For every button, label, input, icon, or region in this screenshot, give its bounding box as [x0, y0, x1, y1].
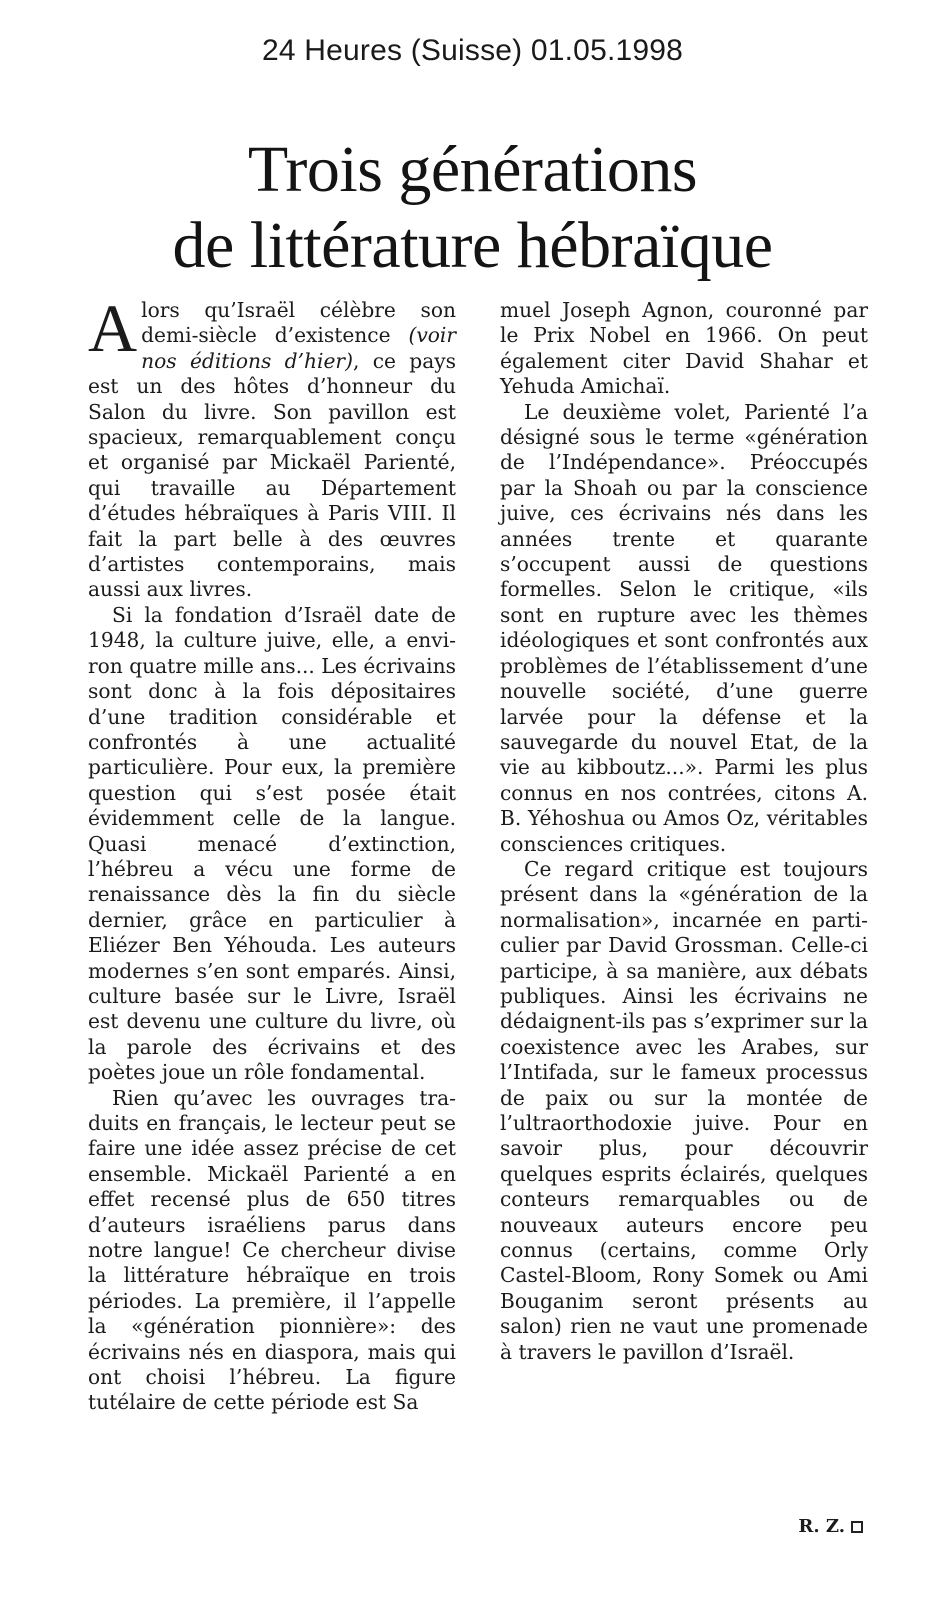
paragraph-translations-continued: muel Joseph Agnon, couronné par le Prix Nobel en 1966. On peut également citer David Shahar et Yehuda Amichaï.	[500, 298, 868, 399]
intro-text-start: lors qu’Israël célèbre son demi-siècle d’existence	[141, 298, 456, 348]
article-headline	[0, 132, 945, 284]
paragraph-translations: Rien qu’avec les ouvrages traduits en français, le lecteur peut se faire une idée assez précise de cet ensemble. Mickaël Parienté a en effet recensé plus de 650 titres d’auteurs israéliens parus dans notre langue! Ce chercheur divise la littérature hébraïque en trois périodes. La première, il l’appelle la «génération pionnière»: des écrivains nés en diaspora, mais qui ont choisi l’hébreu. La figure tutélaire de cette période est Sa	[88, 1085, 456, 1415]
newspaper-source-date: 24 Heures (Suisse) 01.05.1998	[261, 34, 684, 67]
drop-cap: A	[88, 290, 138, 366]
end-of-article-square-icon	[851, 1521, 863, 1533]
paragraph-intro	[88, 290, 456, 603]
author-signature	[798, 1516, 863, 1537]
intro-text-end: , ce pays est un des hôtes d’honneur du Salon du livre. Son pavillon est spacieux, remarquablement conçu et organisé par Mickaël Parienté, qui travaille au Département d’études hébraïques à Paris VIII. Il fait la part belle à des œuvres d’artistes contemporains, mais aussi aux livres.	[88, 348, 456, 602]
headline-line-2: de littérature hébraïque	[172, 209, 773, 282]
paragraph-foundation: Si la fondation d’Israël date de 1948, la culture juive, elle, a environ quatre mille ans... Les écrivains sont donc à la fois dépositaires d’une tradition considérable et confrontés à une actualité particulière. Pour eux, la première question qui s’est posée était évidemment celle de la langue. Quasi menacé d’extinction, l’hébreu a vécu une forme de renaissance dès la fin du siècle dernier, grâce en particulier à Eliézer Ben Yéhouda. Les auteurs modernes s’en sont emparés. Ainsi, culture basée sur le Livre, Israël est devenu une culture du livre, où la parole des écrivains et des poètes joue un rôle fondamental.	[88, 602, 456, 1085]
article-column-left	[88, 290, 456, 1416]
headline-line-1: Trois générations	[247, 133, 698, 206]
article-column-right	[500, 298, 868, 1365]
intro-italic-reference: (voir nos éditions d’hier)	[141, 323, 456, 373]
paragraph-second-generation: Le deuxième volet, Parienté l’a désigné sous le terme «génération de l’Indépendance». Préoccupés par la Shoah ou par la conscience juive, ces écrivains nés dans les années trente et quarante s’occupent aussi de questions formelles. Selon le critique, «ils sont en rupture avec les thèmes idéologiques et sont confrontés aux problèmes de l’établissement d’une nouvelle société, d’une guerre larvée pour la défense et la sauvegarde du nouvel Etat, de la vie au kibboutz...». Parmi les plus connus en nos contrées, citons A. B. Yéhoshua ou Amos Oz, véritables consciences critiques.	[500, 399, 868, 856]
paragraph-third-generation: Ce regard critique est toujours présent dans la «génération de la normalisation», incarnée en particulier par David Grossman. Celle-ci participe, à sa manière, aux débats publiques. Ainsi les écrivains ne dédaignent-ils pas s’exprimer sur la coexistence avec les Arabes, sur l’Intifada, sur le fameux processus de paix ou sur la montée de l’ultraorthodoxie juive. Pour en savoir plus, pour découvrir quelques esprits éclairés, quelques conteurs remarquables ou de nouveaux auteurs encore peu connus (certains, comme Orly Castel-Bloom, Rony Somek ou Ami Bouganim seront présents au salon) rien ne vaut une promenade à travers le pavillon d’Israël.	[500, 856, 868, 1364]
author-initials: R. Z.	[798, 1516, 845, 1537]
